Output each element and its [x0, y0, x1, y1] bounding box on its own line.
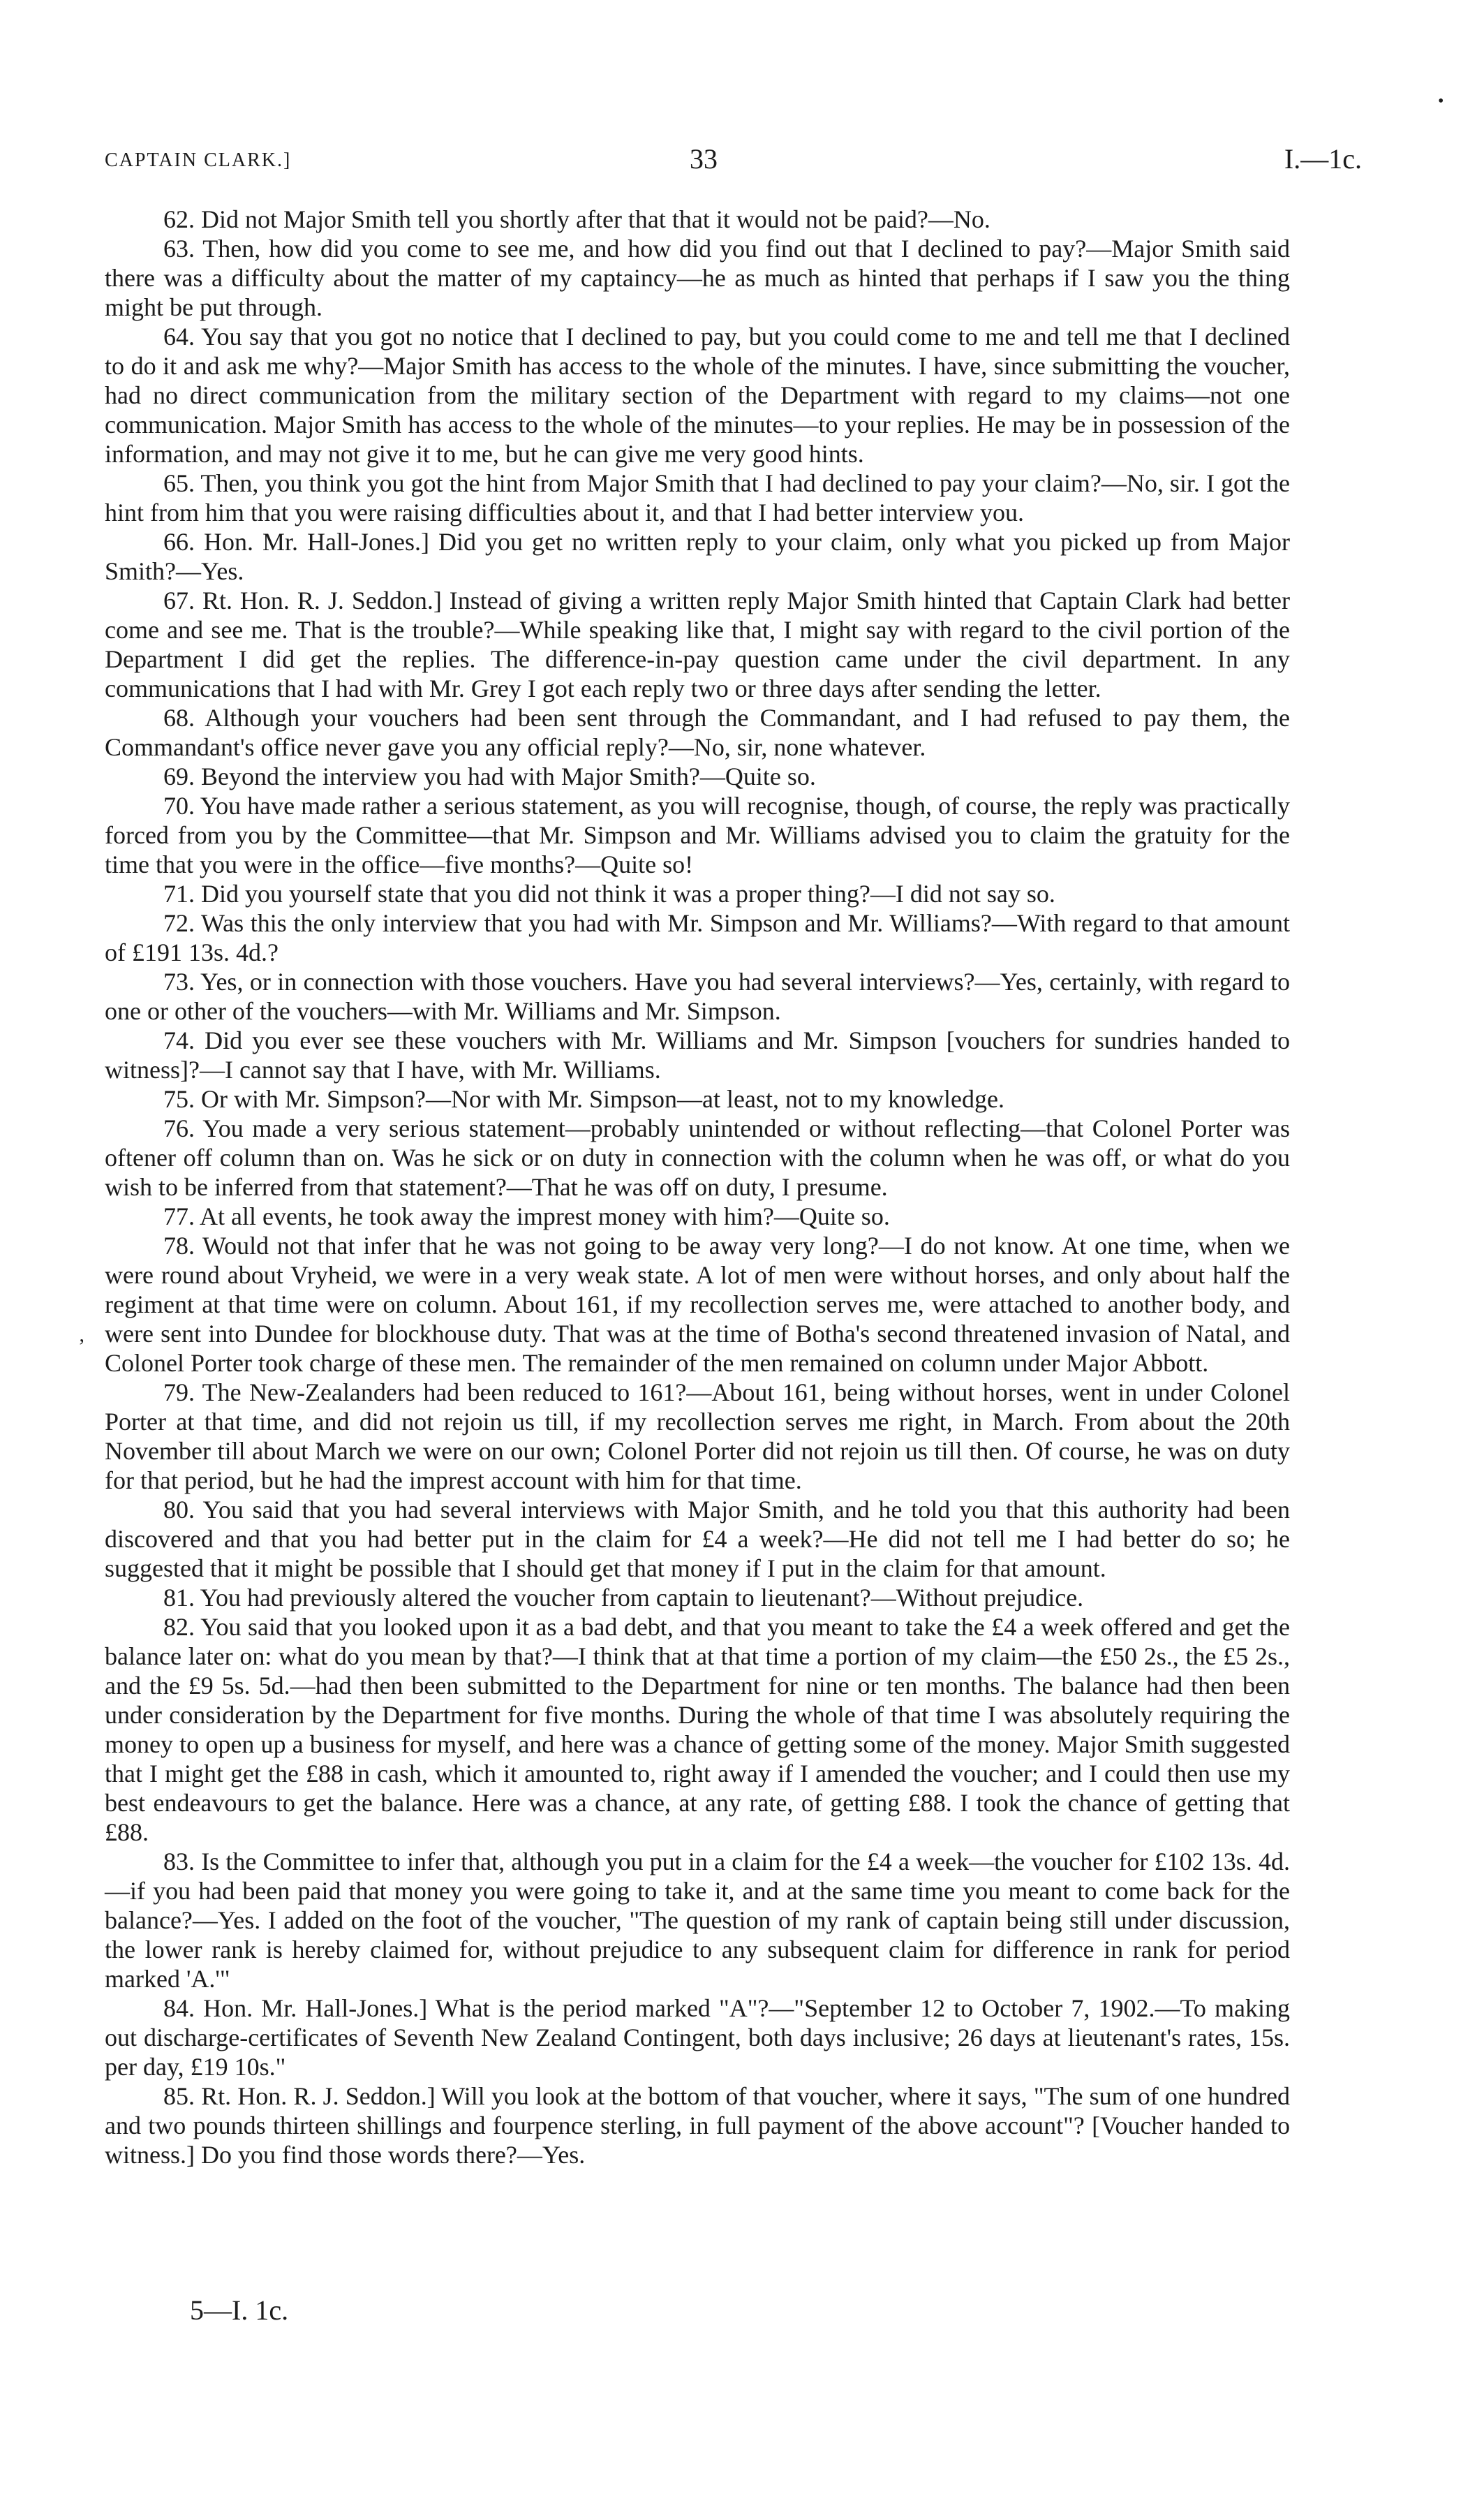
- paragraph-72: 72. Was this the only interview that you had with Mr. Simpson and Mr. Williams?—With regard to that amount of £191 13s. 4d.?: [105, 909, 1290, 966]
- paragraph-76: 76. You made a very serious statement—probably unintended or without reflecting—that Colonel Porter was oftener off column than on. Was he sick or on duty in connection with the column when he was off, or what do you wish to be inferred from that statement?—That he was off on duty, I presume.: [105, 1114, 1290, 1201]
- paragraph-63: 63. Then, how did you come to see me, and how did you find out that I declined to pay?—Major Smith said there was a difficulty about the matter of my captaincy—he as much as hinted that perhaps if I saw you the thing might be put through.: [105, 235, 1290, 321]
- paragraph-64: 64. You say that you got no notice that I declined to pay, but you could come to me and tell me that I declined to do it and ask me why?—Major Smith has access to the whole of the minutes. I have, since submitting the voucher, had no direct communication from the military section of the Department with regard to my claims—not one communication. Major Smith has access to the whole of the minutes—to your replies. He may be in possession of the information, and may not give it to me, but he can give me very good hints.: [105, 323, 1290, 468]
- paragraph-62: 62. Did not Major Smith tell you shortly after that that it would not be paid?—No.: [163, 205, 990, 233]
- scan-mark: •: [1438, 92, 1444, 110]
- page-header: [105, 142, 1362, 184]
- paragraph-85: 85. Rt. Hon. R. J. Seddon.] Will you look at the bottom of that voucher, where it says, "The sum of one hundred and two pounds thirteen shillings and fourpence sterling, in full payment of the above account"? [Voucher handed to witness.] Do you find those words there?—Yes.: [105, 2082, 1290, 2169]
- paragraph-71: 71. Did you yourself state that you did not think it was a proper thing?—I did not say so.: [163, 880, 1055, 908]
- paragraph-77: 77. At all events, he took away the imprest money with him?—Quite so.: [163, 1202, 890, 1230]
- margin-tick: ʼ: [78, 1335, 85, 1358]
- paragraph-75: 75. Or with Mr. Simpson?—Nor with Mr. Simpson—at least, not to my knowledge.: [163, 1085, 1004, 1113]
- paragraph-67: 67. Rt. Hon. R. J. Seddon.] Instead of giving a written reply Major Smith hinted that Captain Clark had better come and see me. That is the trouble?—While speaking like that, I might say with regard to the civil portion of the Department I did get the replies. The difference-in-pay question came under the civil department. In any communications that I had with Mr. Grey I got each reply two or three days after sending the letter.: [105, 587, 1290, 702]
- paragraph-78: 78. Would not that infer that he was not going to be away very long?—I do not know. At one time, when we were round about Vryheid, we were in a very weak state. A lot of men were without horses, and only about half the regiment at that time were on column. About 161, if my recollection serves me, were attached to another body, and were sent into Dundee for blockhouse duty. That was at the time of Botha's second threatened invasion of Natal, and Colonel Porter took charge of these men. The remainder of the men remained on column under Major Abbott.: [105, 1232, 1290, 1377]
- paragraph-65: 65. Then, you think you got the hint from Major Smith that I had declined to pay your claim?—No, sir. I got the hint from him that you were raising difficulties about it, and that I had better interview you.: [105, 469, 1290, 526]
- header-right: I.—1c.: [1284, 143, 1362, 175]
- paragraph-66: 66. Hon. Mr. Hall-Jones.] Did you get no written reply to your claim, only what you picked up from Major Smith?—Yes.: [105, 528, 1290, 585]
- paragraph-70: 70. You have made rather a serious statement, as you will recognise, though, of course, the reply was practically forced from you by the Committee—that Mr. Simpson and Mr. Williams advised you to claim the gratuity for the time that you were in the office—five months?—Quite so!: [105, 792, 1290, 878]
- page-number: 33: [690, 143, 718, 175]
- signature-footer: 5—I. 1c.: [190, 2294, 289, 2326]
- paragraph-79: 79. The New-Zealanders had been reduced to 161?—About 161, being without horses, went in under Colonel Porter at that time, and did not rejoin us till, if my recollection serves me right, in March. From about the 20th November till about March we were on our own; Colonel Porter did not rejoin us till then. Of course, he was on duty for that period, but he had the imprest account with him for that time.: [105, 1378, 1290, 1494]
- header-left: CAPTAIN CLARK.]: [105, 149, 292, 171]
- paragraph-83: 83. Is the Committee to infer that, although you put in a claim for the £4 a week—the voucher for £102 13s. 4d.—if you had been paid that money you were going to take it, and at the same time you meant to come back for the balance?—Yes. I added on the foot of the voucher, "The question of my rank of captain being still under discussion, the lower rank is hereby claimed for, without prejudice to any subsequent claim for difference in rank for period marked 'A.'": [105, 1848, 1290, 1993]
- paragraph-68: 68. Although your vouchers had been sent through the Commandant, and I had refused to pay them, the Commandant's office never gave you any official reply?—No, sir, none whatever.: [105, 704, 1290, 761]
- paragraph-74: 74. Did you ever see these vouchers with Mr. Williams and Mr. Simpson [vouchers for sundries handed to witness]?—I cannot say that I have, with Mr. Williams.: [105, 1026, 1290, 1084]
- testimony-body: [105, 205, 1290, 2169]
- paragraph-69: 69. Beyond the interview you had with Major Smith?—Quite so.: [163, 762, 816, 790]
- paragraph-81: 81. You had previously altered the voucher from captain to lieutenant?—Without prejudice.: [163, 1584, 1084, 1612]
- paragraph-84: 84. Hon. Mr. Hall-Jones.] What is the period marked "A"?—"September 12 to October 7, 1902.—To making out discharge-certificates of Seventh New Zealand Contingent, both days inclusive; 26 days at lieutenant's rates, 15s. per day, £19 10s.": [105, 1994, 1290, 2081]
- paragraph-82: 82. You said that you looked upon it as a bad debt, and that you meant to take the £4 a week offered and get the balance later on: what do you mean by that?—I think that at that time a portion of my claim—the £50 2s., the £5 2s., and the £9 5s. 5d.—had then been submitted to the Department for nine or ten months. The balance had then been under consideration by the Department for five months. During the whole of that time I was absolutely requiring the money to open up a business for myself, and here was a chance of getting some of the money. Major Smith suggested that I might get the £88 in cash, which it amounted to, right away if I amended the voucher; and I could then use my best endeavours to get the balance. Here was a chance, at any rate, of getting £88. I took the chance of getting that £88.: [105, 1613, 1290, 1846]
- paragraph-73: 73. Yes, or in connection with those vouchers. Have you had several interviews?—Yes, certainly, with regard to one or other of the vouchers—with Mr. Williams and Mr. Simpson.: [105, 968, 1290, 1025]
- paragraph-80: 80. You said that you had several interviews with Major Smith, and he told you that this authority had been discovered and that you had better put in the claim for £4 a week?—He did not tell me I had better do so; he suggested that it might be possible that I should get that money if I put in the claim for that amount.: [105, 1496, 1290, 1582]
